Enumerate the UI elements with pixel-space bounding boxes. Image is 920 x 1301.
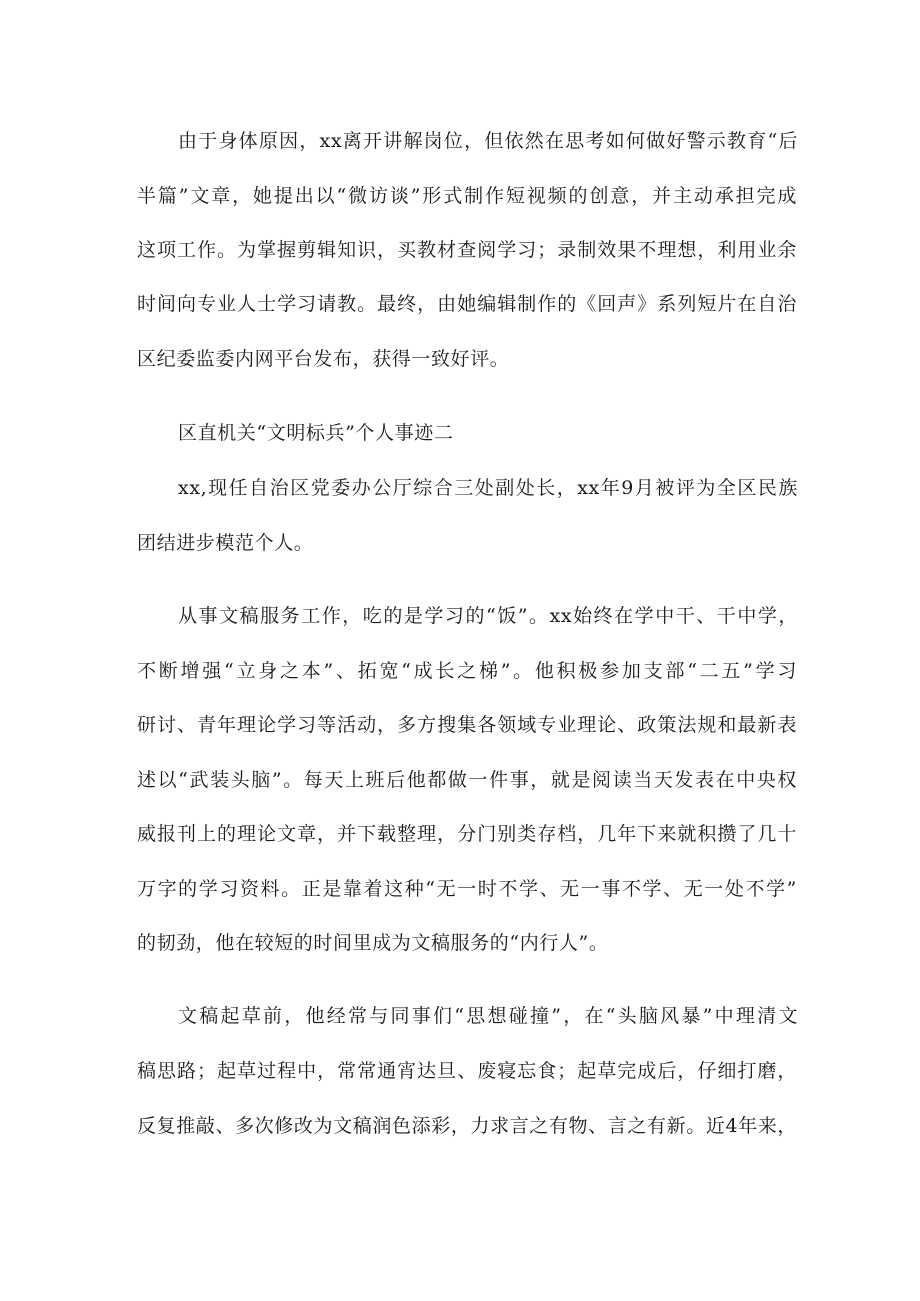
paragraph-1-line-2: 半篇”文章，她提出以“微访谈”形式制作短视频的创意，并主动承担完成: [137, 185, 797, 207]
paragraph-3-line-4: 述以“武装头脑”。每天上班后他都做一件事，就是阅读当天发表在中央权: [137, 769, 797, 791]
paragraph-3-line-5: 威报刊上的理论文章，并下载整理，分门别类存档，几年下来就积攒了几十: [137, 823, 797, 845]
paragraph-3-line-3: 研讨、青年理论学习等活动，多方搜集各领域专业理论、政策法规和最新表: [137, 714, 797, 736]
paragraph-3-line-6: 万字的学习资料。正是靠着这种“无一时不学、无一事不学、无一处不学”: [137, 878, 797, 900]
paragraph-3-line-1: 从事文稿服务工作，吃的是学习的“饭”。xx始终在学中干、干中学，: [178, 605, 798, 627]
paragraph-1-line-5: 区纪委监委内网平台发布，获得一致好评。: [137, 348, 510, 370]
section-heading: 区直机关“文明标兵”个人事迹二: [178, 422, 454, 444]
paragraph-1-line-4: 时间向专业人士学习请教。最终，由她编辑制作的《回声》系列短片在自治: [137, 293, 797, 315]
paragraph-3-line-7: 的韧劲，他在较短的时间里成为文稿服务的“内行人”。: [137, 932, 609, 954]
paragraph-1-line-3: 这项工作。为掌握剪辑知识，买教材查阅学习；录制效果不理想，利用业余: [137, 239, 797, 261]
paragraph-3-line-2: 不断增强“立身之本”、拓宽“成长之梯”。他积极参加支部“二五”学习: [137, 660, 797, 682]
paragraph-2-line-2: 团结进步模范个人。: [137, 532, 314, 554]
paragraph-2-line-1: xx,现任自治区党委办公厅综合三处副处长，xx年9月被评为全区民族: [178, 477, 798, 499]
paragraph-1-line-1: 由于身体原因，xx离开讲解岗位，但依然在思考如何做好警示教育“后: [178, 130, 798, 152]
paragraph-4-line-1: 文稿起草前，他经常与同事们“思想碰撞”，在“头脑风暴”中理清文: [178, 1005, 798, 1027]
paragraph-4-line-3: 反复推敲、多次修改为文稿润色添彩，力求言之有物、言之有新。近4年来，: [137, 1115, 797, 1137]
paragraph-4-line-2: 稿思路；起草过程中，常常通宵达旦、废寝忘食；起草完成后，仔细打磨，: [137, 1060, 797, 1082]
